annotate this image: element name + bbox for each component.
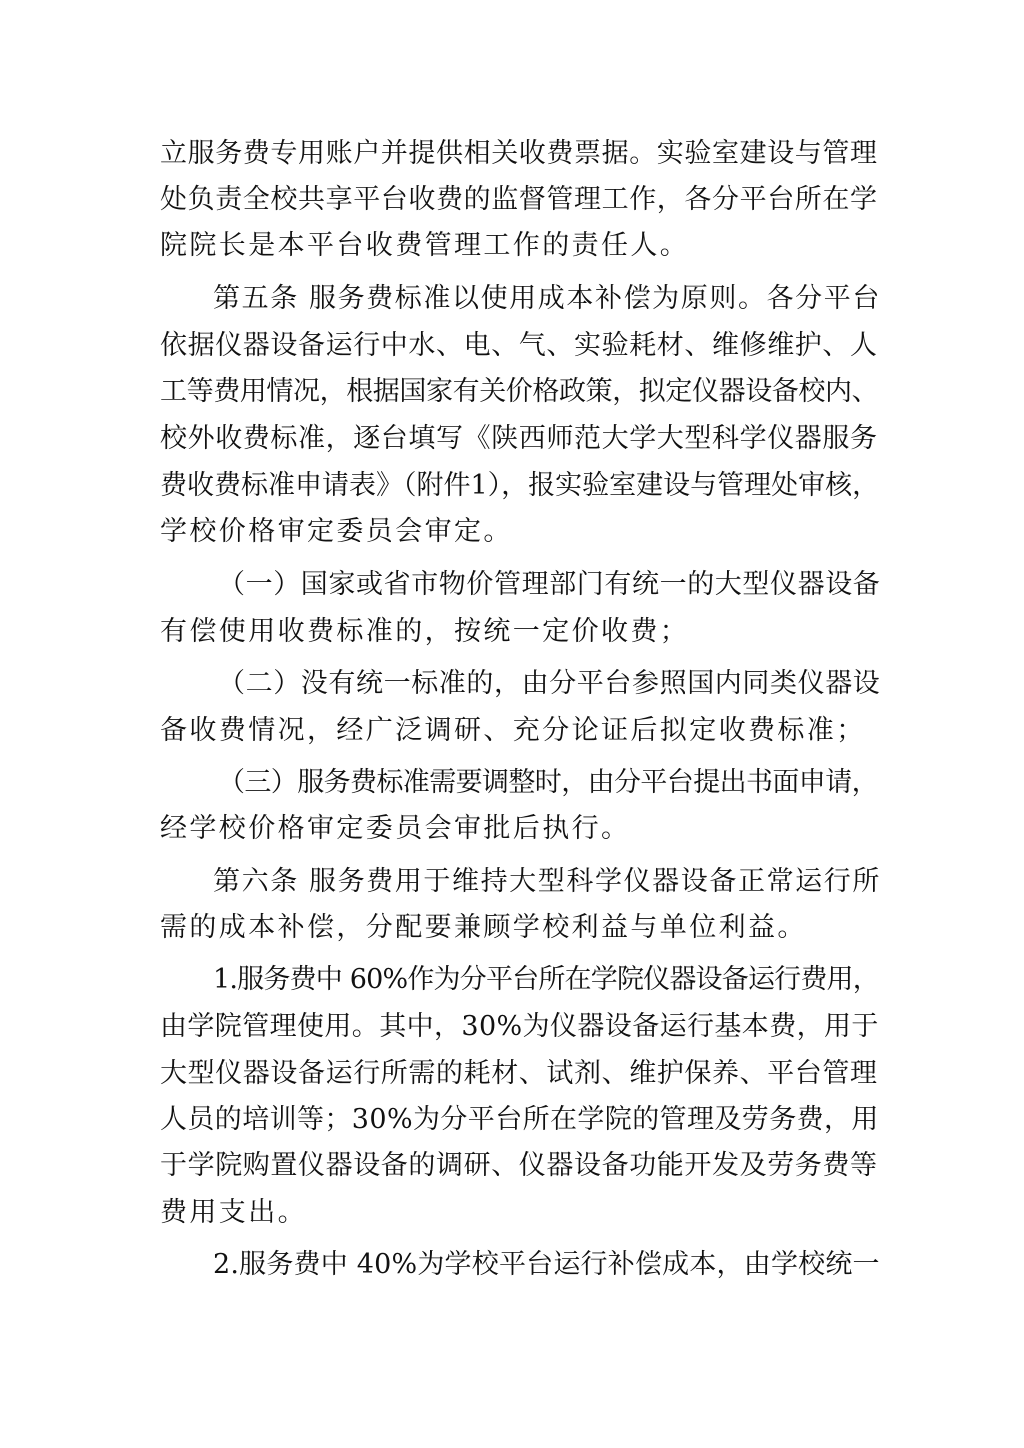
text-line: 学校价格审定委员会审定。 [160, 516, 513, 547]
point-2-line: 2.服务费中 40%为学校平台运行补偿成本，由学校统一 [213, 1249, 880, 1280]
item-3-line: （三）服务费标准需要调整时，由分平台提出书面申请， [218, 767, 878, 798]
point-1-line: 1.服务费中 60%作为分平台所在学院仪器设备运行费用， [213, 964, 879, 995]
text-line: 由学院管理使用。其中，30%为仪器设备运行基本费，用于 [160, 1011, 879, 1042]
text-line: 院院长是本平台收费管理工作的责任人。 [160, 230, 690, 261]
item-2-line: （二）没有统一标准的，由分平台参照国内同类仪器设 [218, 668, 881, 699]
text-line: 经学校价格审定委员会审批后执行。 [160, 813, 631, 844]
text-line: 处负责全校共享平台收费的监督管理工作，各分平台所在学 [160, 184, 878, 215]
text-line: 有偿使用收费标准的，按统一定价收费； [160, 616, 690, 647]
text-line: 大型仪器设备运行所需的耗材、试剂、维护保养、平台管理 [160, 1058, 878, 1089]
article-5-heading-line: 第五条 服务费标准以使用成本补偿为原则。各分平台 [213, 283, 881, 314]
article-6-heading-line: 第六条 服务费用于维持大型科学仪器设备正常运行所 [213, 866, 881, 897]
text-line: 备收费情况，经广泛调研、充分论证后拟定收费标准； [160, 715, 866, 746]
text-line: 立服务费专用账户并提供相关收费票据。实验室建设与管理 [160, 138, 878, 169]
text-line: 工等费用情况，根据国家有关价格政策，拟定仪器设备校内、 [160, 376, 879, 407]
text-line: 依据仪器设备运行中水、电、气、实验耗材、维修维护、人 [160, 330, 878, 361]
text-line: 人员的培训等；30%为分平台所在学院的管理及劳务费，用 [160, 1104, 879, 1135]
text-line: 于学院购置仪器设备的调研、仪器设备功能开发及劳务费等 [160, 1150, 878, 1181]
item-1-line: （一）国家或省市物价管理部门有统一的大型仪器设备 [218, 569, 881, 600]
text-line: 校外收费标准，逐台填写《陕西师范大学大型科学仪器服务 [160, 423, 878, 454]
text-line: 需的成本补偿，分配要兼顾学校利益与单位利益。 [160, 912, 807, 943]
text-line: 费用支出。 [160, 1197, 307, 1228]
text-line: 费收费标准申请表》（附件1），报实验室建设与管理处审核， [160, 470, 880, 501]
